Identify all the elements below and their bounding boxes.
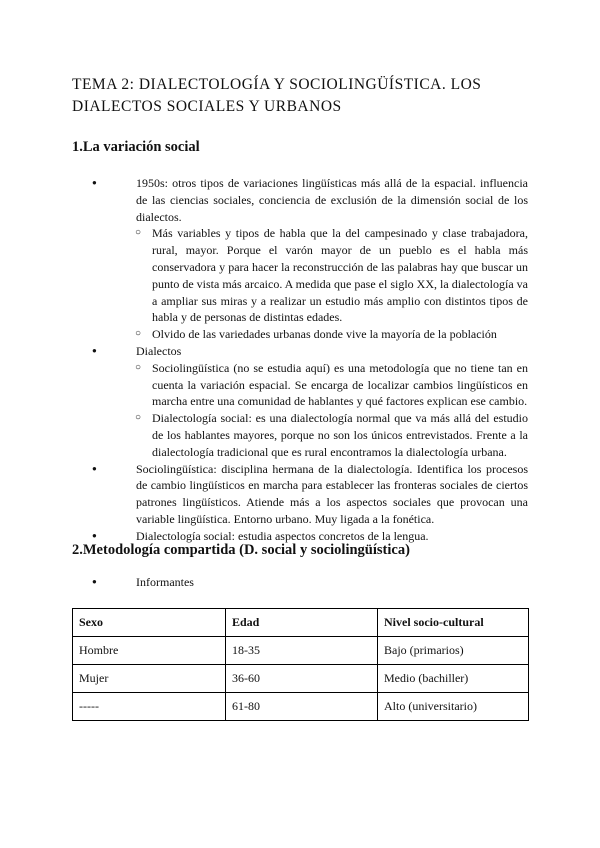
bullet-text: ● Dialectología social: estudia aspectos concretos de la lengua.: [136, 528, 429, 543]
table-cell: Bajo (primarios): [378, 637, 529, 665]
header-nivel: Nivel socio-cultural: [378, 609, 529, 637]
bullet-text: ● Sociolingüística: disciplina hermana de la dialectología. Identifica los procesos de cambio lingüísticos en marcha para establecer las fronteras sociales de ciertos patrones lingüísticos. Atiende más a los aspectos sociales que provocan una variable lingüística. Entorno urbano. Muy ligada a la fonética.: [136, 461, 528, 526]
section-heading-variacion-social: 1.La variación social: [72, 139, 200, 155]
table-row: [73, 693, 529, 721]
sub-bullet-list: [136, 360, 528, 461]
header-sexo: Sexo: [73, 609, 226, 637]
list-item: [72, 574, 528, 591]
informantes-table: [72, 608, 529, 721]
table-cell: 18-35: [226, 637, 378, 665]
table-cell: Medio (bachiller): [378, 665, 529, 693]
list-item: [72, 343, 528, 461]
table-cell: 61-80: [226, 693, 378, 721]
list-item: [72, 461, 528, 528]
sub-list-item: ○ Sociolingüística (no se estudia aquí) es una metodología que no tiene tan en cuenta la variación espacial. Se encarga de localizar cambios lingüísticos en marcha entre una comunidad de hablantes y qué factores explican ese cambio.: [136, 360, 528, 410]
bullet-text: ● Informantes: [136, 575, 194, 589]
header-edad: Edad: [226, 609, 378, 637]
table-cell: Alto (universitario): [378, 693, 529, 721]
sub-list-item: ○ Más variables y tipos de habla que la del campesinado y clase trabajadora, rural, mayor. Porque el varón mayor de un pueblo es el habla más conservadora y para hacer la reconstrucción de las palabras hay que buscar un punto de vista más arcaico. A medida que pase el siglo XX, la dialectología va a ampliar sus miras y a realizar un estudio más amplio con distintos tipos de habla y de personas de distintas edades.: [136, 225, 528, 326]
table-row: [73, 665, 529, 693]
table-cell: 36-60: [226, 665, 378, 693]
bullet-text: ● Dialectos: [136, 343, 182, 358]
section1-bullet-list: [72, 175, 528, 545]
table-cell: -----: [73, 693, 226, 721]
table-cell: Mujer: [73, 665, 226, 693]
list-item: [72, 175, 528, 343]
table-cell: Hombre: [73, 637, 226, 665]
sub-list-item: ○ Olvido de las variedades urbanas donde vive la mayoría de la población: [136, 326, 528, 343]
table-header-row: [73, 609, 529, 637]
table-row: [73, 637, 529, 665]
bullet-text: ● 1950s: otros tipos de variaciones lingüísticas más allá de la espacial. influencia de las ciencias sociales, conciencia de exclusión de la dimensión social de los dialectos.: [136, 176, 528, 224]
section-heading-metodologia: 2.Metodología compartida (D. social y sociolingüística): [72, 542, 410, 558]
sub-bullet-list: [136, 225, 528, 343]
document-title: TEMA 2: DIALECTOLOGÍA Y SOCIOLINGÜÍSTICA. LOS DIALECTOS SOCIALES Y URBANOS: [72, 76, 482, 115]
section2-bullet-list: [72, 574, 528, 591]
sub-list-item: ○ Dialectología social: es una dialectología normal que va más allá del estudio de los hablantes mayores, porque no son los únicos entrevistados. Frente a la dialectología tradicional que es rural encontramos la dialectología urbana.: [136, 410, 528, 460]
